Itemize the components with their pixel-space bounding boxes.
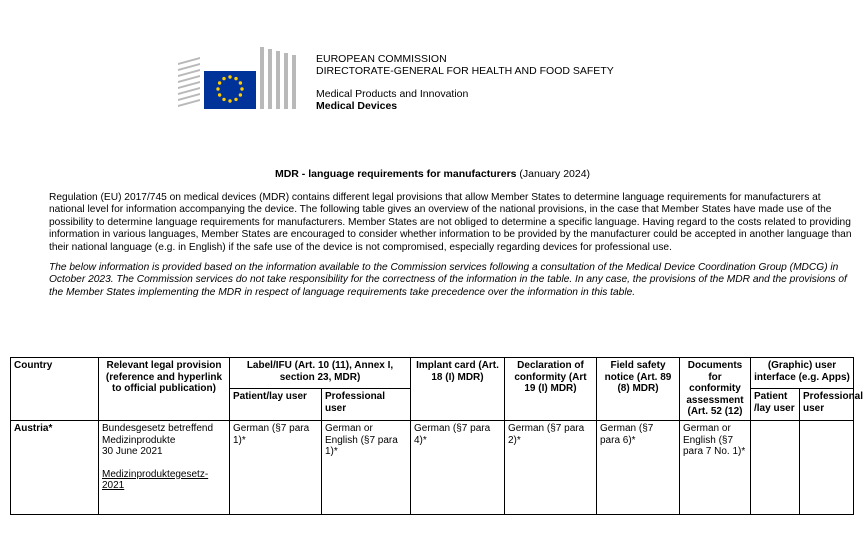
intro-paragraph: Regulation (EU) 2017/745 on medical devices (MDR) contains different legal provisions that allow Member States to determine language requirements for manufacturers at national level for information accompanying the device. The following table gives an overview of the national provisions, in the case that Member States have made use of the possibility to determine language requirements for manufacturers. Member States are not obliged to determine a specific language. Having regard to the costs related to providing information in various languages, Member States are encouraged to consider whether information to be provided by the manufacturer could be accepted in another language than their national language (e.g. in English) if the safe use of the device is not compromised, especially regarding devices for professional use. [49,192,852,253]
legal-text: Bundesgesetz betreffend Medizinprodukte [102,422,214,446]
directorate: Medical Products and Innovation [316,88,469,100]
legal-hyperlink[interactable]: Medizinproduktegesetz-2021 [102,468,209,492]
header-label-patient: Patient/lay user [230,389,322,420]
cell-documents: German or English (§7 para 7 No. 1)* [680,420,751,514]
cell-legal-provision [99,420,230,514]
header-declaration: Declaration of conformity (Art 19 (I) MDR) [505,358,597,421]
cell-field-safety: German (§7 para 6)* [597,420,680,514]
directorate-general: DIRECTORATE-GENERAL FOR HEALTH AND FOOD SAFETY [316,65,614,77]
header-documents: Documents for conformity assessment (Art. 52 (12) [680,358,751,421]
title-date: (January 2024) [519,168,591,180]
cell-country: Austria* [11,420,99,514]
cell-ui-patient [751,420,800,514]
european-commission-logo [178,43,300,111]
table-header-row [11,358,854,389]
header-ui-professional: Professional user [800,389,854,420]
cell-label-patient: German (§7 para 1)* [230,420,322,514]
cell-ui-professional [800,420,854,514]
header-legal-provision: Relevant legal provision (reference and hyperlink to official publication) [99,358,230,421]
header-label-ifu: Label/IFU (Art. 10 (11), Annex I, section 23, MDR) [230,358,411,389]
document-header [316,53,614,112]
legal-date: 30 June 2021 [102,446,163,458]
header-label-professional: Professional user [322,389,411,420]
language-requirements-table [10,357,864,515]
cell-label-professional: German or English (§7 para 1)* [322,420,411,514]
cell-declaration: German (§7 para 2)* [505,420,597,514]
header-country: Country [11,358,99,421]
document-title [0,168,865,180]
header-implant-card: Implant card (Art. 18 (I) MDR) [411,358,505,421]
table-row [11,420,854,514]
header-ui-patient: Patient /lay user [751,389,800,420]
header-field-safety: Field safety notice (Art. 89 (8) MDR) [597,358,680,421]
unit-name: Medical Devices [316,100,398,112]
cell-implant-card: German (§7 para 4)* [411,420,505,514]
header-graphic-ui: (Graphic) user interface (e.g. Apps) [751,358,854,389]
title-text: MDR - language requirements for manufacturers [274,168,517,180]
disclaimer-paragraph: The below information is provided based on the information available to the Commission services following a consultation of the Medical Device Coordination Group (MDCG) in October 2023. The Commission services do not take responsibility for the correctness of the information in the table. In any case, the provisions of the MDR and the provisions of the Member States implementing the MDR in respect of language requirements take precedence over the information in this table. [49,262,847,298]
org-name: EUROPEAN COMMISSION [316,53,447,65]
